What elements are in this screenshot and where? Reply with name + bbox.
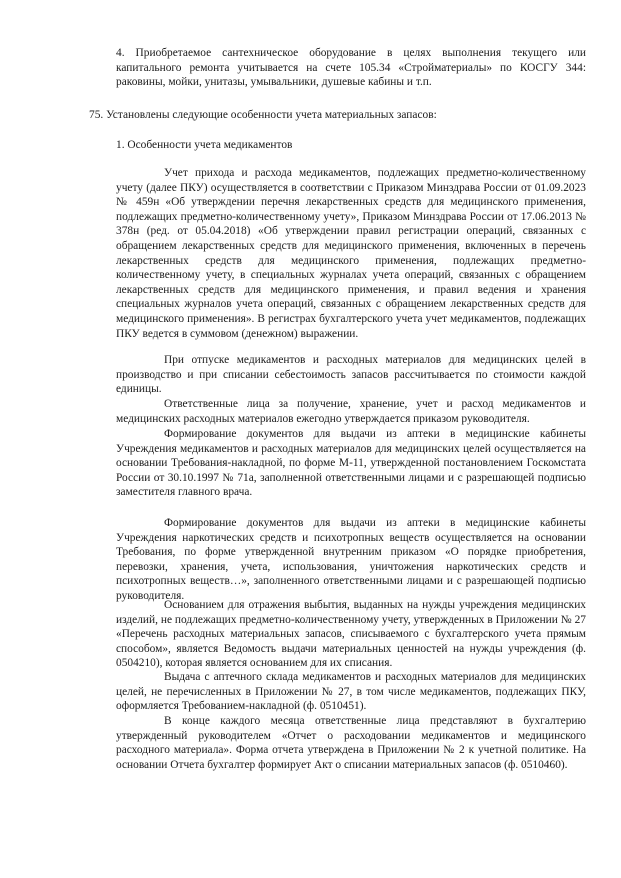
paragraph-pharmacy-issue: Выдача с аптечного склада медикаментов и расходных материалов для медицинских целей, не перечисленных в Приложении № 27, в том числе медикаментов, подлежащих ПКУ, оформляется Требованием-накладной (ф. 0510451). — [116, 671, 586, 713]
paragraph-write-off-basis: Основанием для отражения выбытия, выданных на нужды учреждения медицинских изделий, не подлежащих предметно-количественному учету, утвержденных в Приложении № 27 «Перечень расходных материальных запасов, списываемого с бухгалтерского учета прямым способом», является Ведомость выдачи материальных ценностей на нужды учреждения (ф. 0504210), которая является основанием для их списания. — [116, 599, 586, 670]
paragraph-cost-per-unit: При отпуске медикаментов и расходных материалов для медицинских целей в производство и при списании себестоимость запасов рассчитывается по стоимости каждой единицы. — [116, 354, 586, 396]
paragraph-m11-requisition: Формирование документов для выдачи из аптеки в медицинские кабинеты Учреждения медикаментов и расходных материалов для медицинских целей осуществляется на основании Требования-накладной, по форме М-11, утвержденной постановлением Госкомстата России от 30.10.1997 № 71а, заполненной ответственными лицами и с разрешающей подписью заместителя главного врача. — [116, 428, 586, 499]
paragraph-item-75: 75. Установлены следующие особенности учета материальных запасов: — [89, 109, 437, 121]
paragraph-pku-accounting: Учет прихода и расхода медикаментов, подлежащих предметно-количественному учету (далее ПКУ) осуществляется в соответствии с Приказом Минздрава России от 01.09.2023 № 459н «Об утверждении перечня лекарственных средств для медицинского применения, подлежащих предметно-количественному учету», Приказом Минздрава России от 17.06.2013 № 378н (ред. от 05.04.2018) «Об утверждении правил регистрации операций, связанных с обращением лекарственных средств для медицинского применения, включенных в перечень лекарственных средств для медицинского применения, подлежащих предметно-количественному учету, в специальных журналах учета операций, связанных с обращением лекарственных средств для медицинского применения, и правил ведения и хранения специальных журналов учета операций, связанных с обращением лекарственных средств для медицинского применения». В регистрах бухгалтерского учета учет медикаментов, подлежащих ПКУ ведется в суммовом (денежном) выражении. — [116, 167, 586, 340]
paragraph-responsible-persons: Ответственные лица за получение, хранение, учет и расход медикаментов и медицинских расходных материалов ежегодно утверждается приказом руководителя. — [116, 398, 586, 425]
subheading-medicines: 1. Особенности учета медикаментов — [116, 139, 293, 151]
paragraph-item-4: 4. Приобретаемое сантехническое оборудование в целях выполнения текущего или капитального ремонта учитывается на счете 105.34 «Стройматериалы» по КОСГУ 344: раковины, мойки, унитазы, умывальники, душевые кабины и т.п. — [116, 47, 586, 89]
paragraph-monthly-report: В конце каждого месяца ответственные лица представляют в бухгалтерию утвержденный руководителем «Отчет о расходовании медикаментов и медицинского расходного материала». Форма отчета утверждена в Приложении № 2 к учетной политике. На основании Отчета бухгалтер формирует Акт о списании материальных запасов (ф. 0510460). — [116, 715, 586, 771]
paragraph-narcotics-requisition: Формирование документов для выдачи из аптеки в медицинские кабинеты Учреждения наркотических средств и психотропных веществ осуществляется на основании Требования, по форме утвержденной внутренним приказом «О порядке приобретения, перевозки, хранения, учета, использования, уничтожения наркотических средств и психотропных веществ…», заполненного ответственными лицами и с разрешающей подписью руководителя. — [116, 517, 586, 602]
